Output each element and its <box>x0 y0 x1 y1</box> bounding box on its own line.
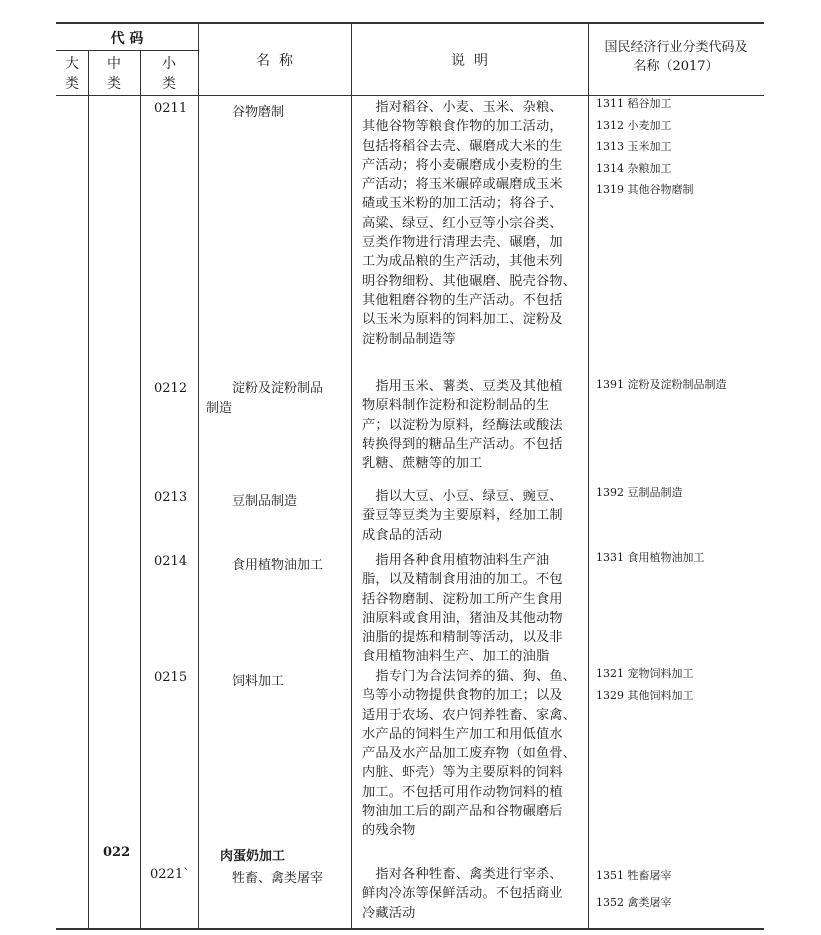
header-major-line2: 类 <box>65 76 79 92</box>
desc-line: 以玉米为原料的饲料加工、淀粉及 <box>362 312 563 328</box>
row-0213-refs <box>596 484 816 506</box>
row-0213-code: 0213 <box>154 490 188 505</box>
row-0211-name: 谷物磨制 <box>232 105 285 120</box>
table-top-rule <box>56 22 764 24</box>
desc-line: 淀粉制品制造等 <box>362 331 456 347</box>
row-0212-refs <box>596 376 816 398</box>
desc-line: 鸟等小动物提供食物的加工；以及 <box>362 688 563 704</box>
desc-line: 食用植物油料生产、加工的油脂 <box>362 649 550 665</box>
desc-line: 碴或玉米粉的加工活动；将谷子、 <box>362 196 563 212</box>
group-022-name: 肉蛋奶加工 <box>220 849 286 864</box>
desc-line: 物油加工后的副产品和谷物碾磨后 <box>362 804 563 820</box>
desc-line: 脂，以及精制食用油的加工。不包 <box>362 572 563 588</box>
desc-line: 指以大豆、小豆、绿豆、豌豆、 <box>362 489 563 504</box>
name-line: 淀粉及淀粉制品 <box>232 381 324 396</box>
desc-line: 加工。不包括可用作动物饲料的植 <box>362 784 563 800</box>
desc-line: 油原料或食用油，猪油及其他动物 <box>362 610 563 626</box>
row-0215-desc <box>362 667 584 841</box>
col-divider-2 <box>140 50 141 928</box>
row-0211-desc <box>362 98 584 349</box>
desc-line: 高粱、绿豆、红小豆等小宗谷类、 <box>362 215 563 231</box>
header-minor-line1: 小 <box>162 56 176 72</box>
desc-line: 产；以淀粉为原料，经酶法或酸法 <box>362 417 563 433</box>
desc-line: 其他粗磨谷物的生产活动。不包括 <box>362 292 563 308</box>
desc-line: 其他谷物等粮食作物的加工活动， <box>362 119 563 135</box>
desc-line: 豆类作物进行清理去壳、碾磨，加 <box>362 235 563 251</box>
desc-line: 冷藏活动 <box>362 905 416 921</box>
row-0214-code: 0214 <box>154 554 188 569</box>
desc-line: 指对稻谷、小麦、玉米、杂粮、 <box>362 100 563 115</box>
desc-line: 包括将稻谷去壳、碾磨成大米的生 <box>362 138 563 154</box>
row-0221-name: 牲畜、禽类屠宰 <box>232 871 324 886</box>
row-0212-desc <box>362 377 584 473</box>
header-ref-line2: 名称（2017） <box>633 59 719 74</box>
ref-item: 1331 食用植物油加工 <box>596 551 705 564</box>
col-divider-4 <box>351 22 352 928</box>
table-bottom-rule <box>56 928 764 930</box>
row-0215-code: 0215 <box>154 670 188 685</box>
ref-item: 1392 豆制品制造 <box>596 486 683 499</box>
row-0213-desc <box>362 487 584 545</box>
row-0213-name: 豆制品制造 <box>232 494 298 509</box>
desc-line: 指专门为合法饲养的猫、狗、鱼、 <box>362 669 577 684</box>
desc-line: 适用于农场、农户饲养牲畜、家禽、 <box>362 707 577 723</box>
col-divider-1 <box>88 50 89 928</box>
desc-line: 明谷物细粉、其他碾磨、脱壳谷物、 <box>362 273 577 289</box>
header-mid-rule <box>56 50 198 51</box>
desc-line: 指用玉米、薯类、豆类及其他植 <box>362 379 563 394</box>
ref-item: 1391 淀粉及淀粉制品制造 <box>596 378 727 391</box>
ref-item: 1314 杂粮加工 <box>596 161 672 175</box>
desc-line: 产活动；将小麦碾磨成小麦粉的生 <box>362 157 563 173</box>
desc-line: 指对各种牲畜、禽类进行宰杀、 <box>362 867 563 882</box>
desc-line: 内脏、虾壳）等为主要原料的饲料 <box>362 765 563 781</box>
header-ref <box>588 38 764 76</box>
desc-line: 油脂的提炼和精制等活动，以及非 <box>362 630 563 646</box>
group-022-code: 022 <box>103 845 131 860</box>
desc-line: 括谷物磨制、淀粉加工所产生食用 <box>362 591 563 607</box>
desc-line: 产品及水产品加工废弃物（如鱼骨、 <box>362 746 577 762</box>
desc-line: 乳糖、蔗糖等的加工 <box>362 456 483 472</box>
row-0212-name <box>206 379 323 419</box>
row-0212-code: 0212 <box>154 381 188 396</box>
header-major <box>56 54 88 94</box>
row-0211-code: 0211 <box>154 101 188 116</box>
ref-item: 1351 牲畜屠宰 <box>596 869 672 882</box>
row-0221-refs <box>596 862 816 916</box>
desc-line: 转换得到的糖品生产活动。不包括 <box>362 436 563 452</box>
row-0221-desc <box>362 865 584 923</box>
header-name: 名 称 <box>256 53 293 69</box>
desc-line: 工为成品粮的生产活动，其他未列 <box>362 254 563 270</box>
row-0221-code: 0221` <box>150 867 190 882</box>
ref-item: 1319 其他谷物磨制 <box>596 183 694 196</box>
header-middle-line1: 中 <box>107 56 121 72</box>
header-ref-line1: 国民经济行业分类代码及 <box>604 40 748 55</box>
ref-item: 1321 宠物饲料加工 <box>596 667 694 680</box>
desc-line: 成食品的活动 <box>362 527 443 543</box>
desc-line: 指用各种食用植物油料生产油 <box>362 553 550 568</box>
desc-line: 水产品的饲料生产加工和用低值水 <box>362 726 563 742</box>
header-middle-line2: 类 <box>107 76 121 92</box>
desc-line: 物原料制作淀粉和淀粉制品的生 <box>362 398 550 414</box>
ref-item: 1311 稻谷加工 <box>596 97 672 110</box>
header-minor-line2: 类 <box>162 76 176 92</box>
col-divider-5 <box>588 22 589 928</box>
desc-line: 的残余物 <box>362 823 416 839</box>
desc-line: 蚕豆等豆类为主要原料，经加工制 <box>362 508 563 524</box>
ref-item: 1352 禽类屠宰 <box>596 896 672 909</box>
ref-item: 1313 玉米加工 <box>596 140 672 153</box>
row-0214-name: 食用植物油加工 <box>232 558 324 573</box>
header-minor <box>140 54 198 94</box>
desc-line: 产活动；将玉米碾碎或碾磨成玉米 <box>362 177 563 193</box>
header-middle <box>88 54 140 94</box>
col-divider-3 <box>198 22 199 928</box>
row-0214-desc <box>362 551 584 667</box>
row-0211-refs <box>596 95 816 203</box>
name-line: 制造 <box>206 401 233 416</box>
ref-item: 1329 其他饲料加工 <box>596 688 694 702</box>
row-0214-refs <box>596 549 816 571</box>
row-0215-refs <box>596 665 816 708</box>
ref-item: 1312 小麦加工 <box>596 118 672 132</box>
header-major-line1: 大 <box>65 56 79 72</box>
header-code: 代 码 <box>110 31 144 47</box>
header-desc: 说 明 <box>451 53 488 69</box>
row-0215-name: 饲料加工 <box>232 674 285 689</box>
desc-line: 鲜肉冷冻等保鲜活动。不包括商业 <box>362 886 563 902</box>
